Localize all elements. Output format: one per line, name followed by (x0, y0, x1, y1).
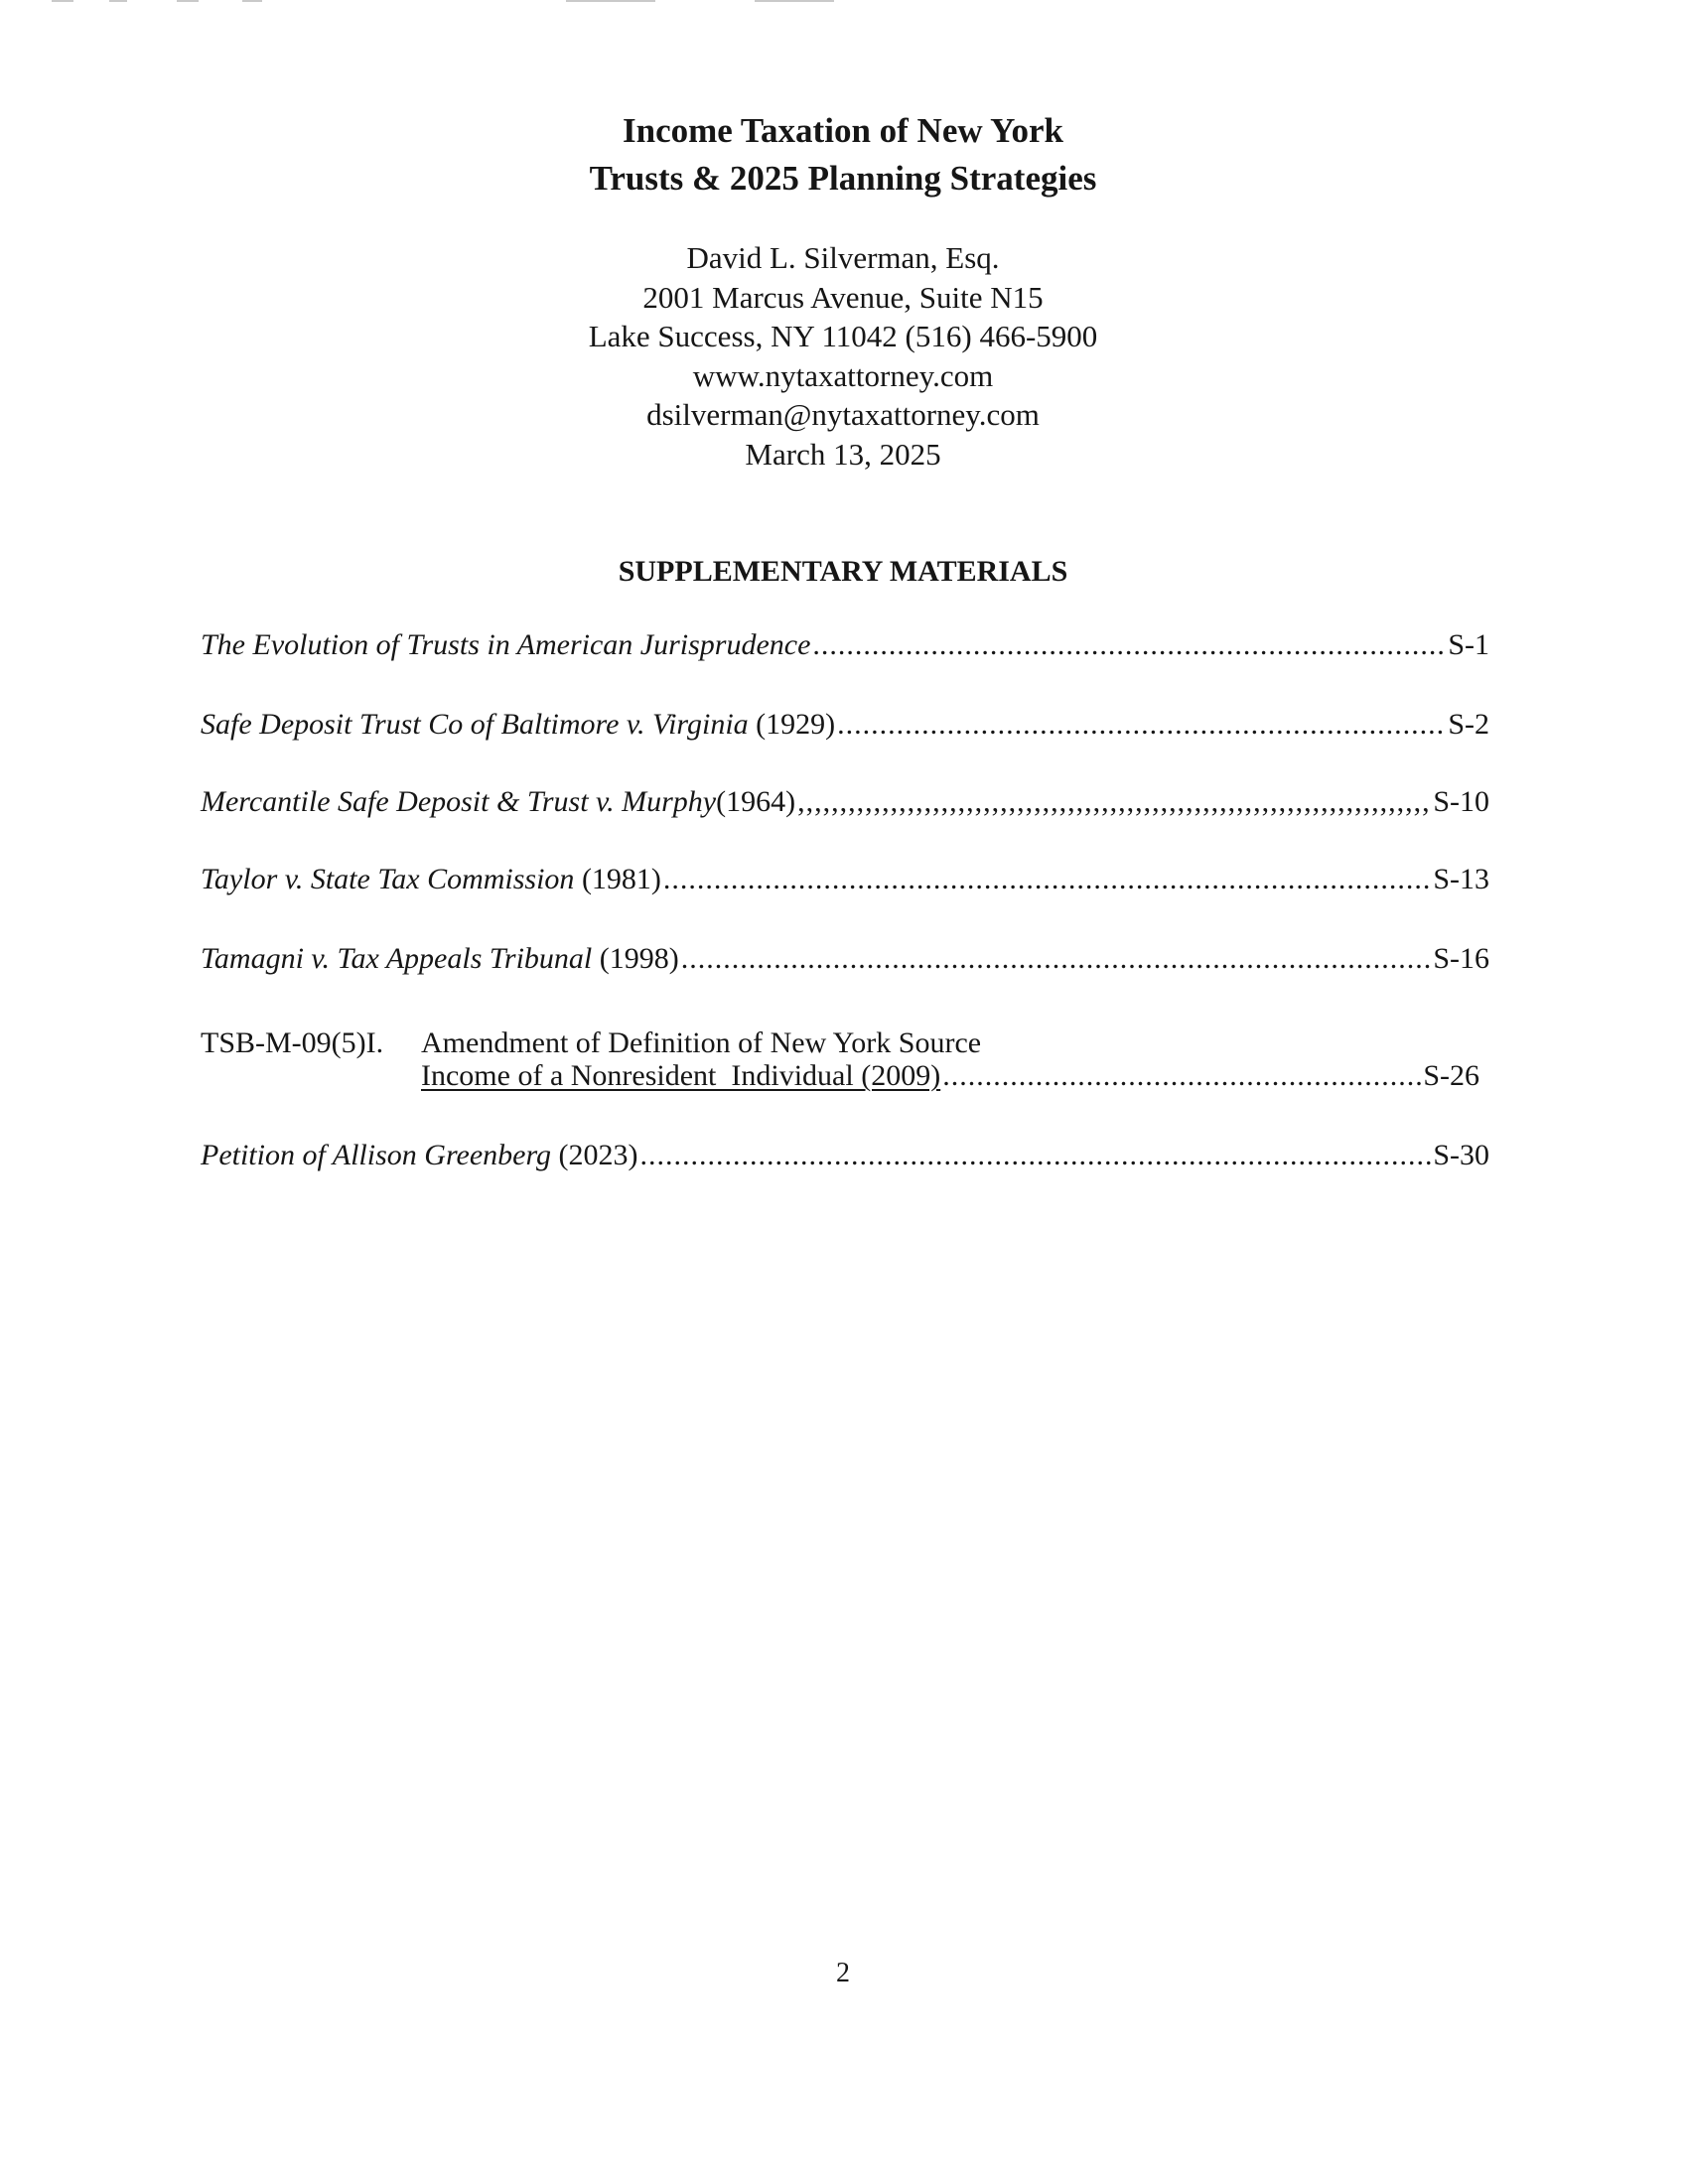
section-heading: SUPPLEMENTARY MATERIALS (618, 555, 1068, 588)
toc-title-plain: (1929) (748, 708, 836, 741)
toc-entry (201, 625, 1489, 665)
toc-leader-dots (942, 1056, 1421, 1096)
document-date: March 13, 2025 (745, 436, 941, 472)
toc-entry-code: TSB-M-09(5)I. (201, 1026, 384, 1059)
toc-entry-page: S-13 (1433, 863, 1489, 895)
toc-title-italic: The Evolution of Trusts in American Jurisprudence (201, 628, 811, 661)
scan-artifact (242, 0, 262, 2)
toc-entry-page: S-16 (1433, 942, 1489, 975)
toc-entry-title-line-2: Income of a Nonresident Individual (2009) (421, 1059, 941, 1092)
toc-title-italic: Tamagni v. Tax Appeals Tribunal (201, 942, 593, 975)
toc-entry (201, 1136, 1489, 1175)
toc-entry (201, 782, 1489, 822)
toc-leader-dots (812, 625, 1446, 665)
toc-entry-title-line-1: Amendment of Definition of New York Source (421, 1026, 982, 1059)
title-line-1: Income Taxation of New York (623, 111, 1063, 150)
toc-title-italic: Taylor v. State Tax Commission (201, 863, 575, 895)
page-number: 2 (836, 1958, 850, 1988)
toc-entry (201, 860, 1489, 899)
scan-artifact (177, 0, 199, 2)
document-title (0, 107, 1686, 203)
author-info (0, 238, 1686, 474)
author-website: www.nytaxattorney.com (692, 357, 994, 393)
toc-entry-title (201, 939, 679, 979)
toc-title-plain: (1964) (716, 785, 796, 818)
toc-title-plain: (1998) (592, 942, 679, 975)
toc-title-plain: (1981) (574, 863, 661, 895)
toc-leader-dots (837, 705, 1446, 745)
toc-entry-title (201, 782, 795, 822)
toc-leader-dots (640, 1136, 1432, 1175)
toc-leader-dots (663, 860, 1431, 899)
title-line-2: Trusts & 2025 Planning Strategies (589, 159, 1097, 198)
scan-artifact (52, 0, 73, 2)
toc-title-italic: Mercantile Safe Deposit & Trust v. Murphy (201, 785, 717, 818)
toc-entry-title (201, 1136, 638, 1175)
toc-entry-page: S-30 (1433, 1139, 1489, 1171)
toc-entry-title (201, 705, 835, 745)
toc-entry-title (201, 860, 661, 899)
scan-artifact (566, 0, 655, 2)
toc-entry (201, 705, 1489, 745)
toc-entry-page: S-26 (1423, 1059, 1479, 1092)
scan-artifact (109, 0, 127, 2)
author-email: dsilverman@nytaxattorney.com (646, 397, 1040, 432)
toc-title-plain: (2023) (551, 1139, 638, 1171)
toc-entry-title (201, 625, 810, 665)
toc-entry-page: S-2 (1448, 708, 1489, 741)
toc-title-italic: Petition of Allison Greenberg (201, 1139, 552, 1171)
author-address-city-phone: Lake Success, NY 11042 (516) 466-5900 (588, 319, 1098, 353)
toc-entry-page: S-1 (1448, 628, 1489, 661)
toc-leader-dots (681, 939, 1432, 979)
toc-entry-tsb-second-line (421, 1056, 1479, 1096)
author-name: David L. Silverman, Esq. (686, 240, 1000, 275)
toc-leader-commas (797, 782, 1431, 822)
author-address-street: 2001 Marcus Avenue, Suite N15 (642, 279, 1044, 315)
toc-entry (201, 939, 1489, 979)
toc-title-italic: Safe Deposit Trust Co of Baltimore v. Virginia (201, 708, 749, 741)
toc-entry-page: S-10 (1433, 785, 1489, 818)
scan-artifact (755, 0, 834, 2)
